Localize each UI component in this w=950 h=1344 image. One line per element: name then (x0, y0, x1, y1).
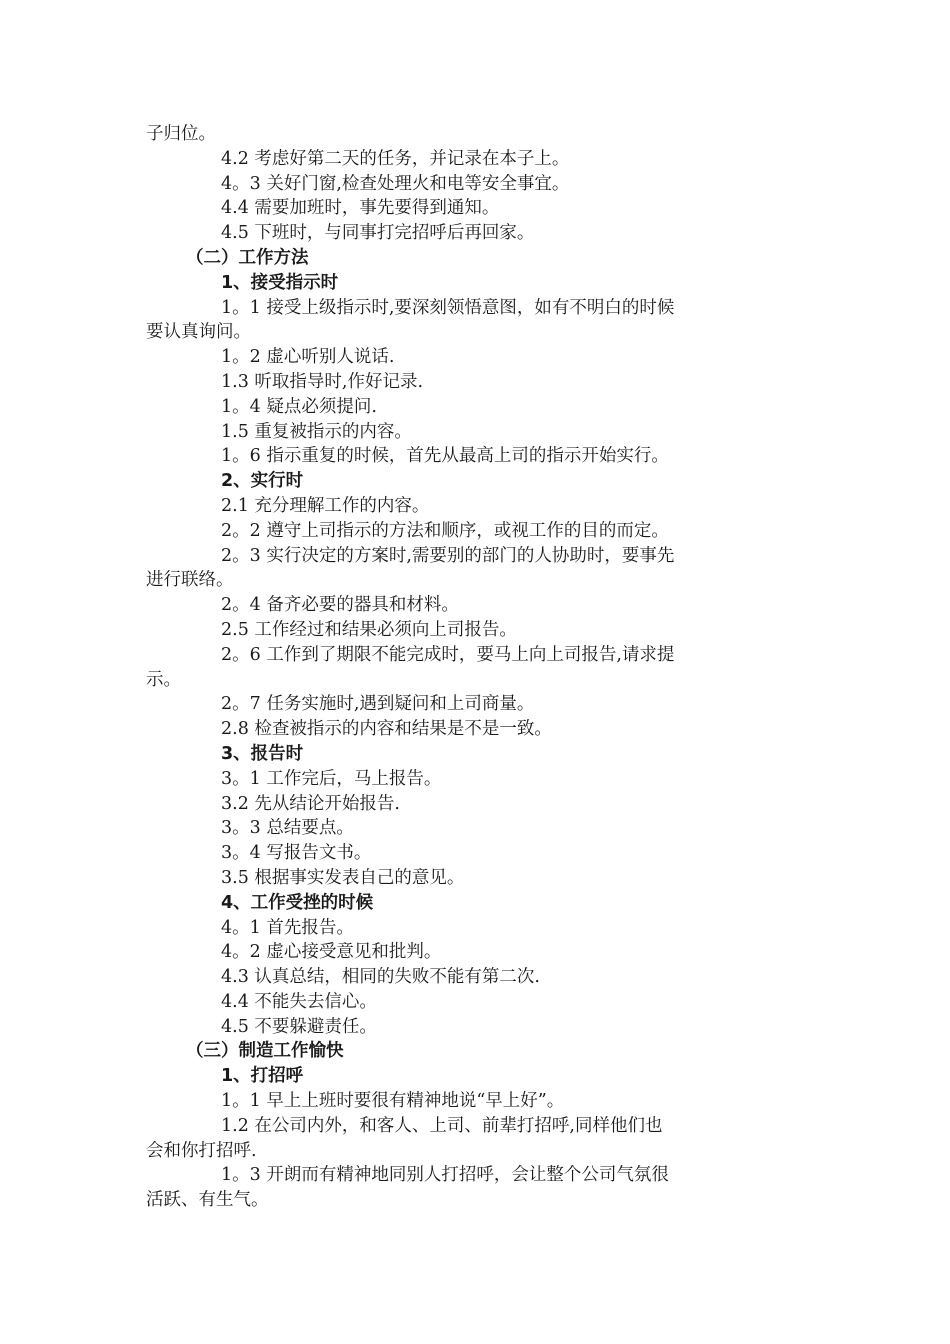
paragraph-continuation: 要认真询问。 (146, 322, 251, 343)
list-item: 1.2 在公司内外，和客人、上司、前辈打招呼,同样他们也 (221, 1115, 663, 1136)
list-item: 1.5 重复被指示的内容。 (221, 421, 412, 442)
list-item: 1。1 接受上级指示时,要深刻领悟意图，如有不明白的时候 (221, 297, 675, 318)
list-item: 2.1 充分理解工作的内容。 (221, 495, 430, 516)
list-item: 4。2 虚心接受意见和批判。 (221, 942, 442, 963)
document-body (146, 122, 810, 1213)
list-item: 1。3 开朗而有精神地同别人打招呼，会让整个公司气氛很 (221, 1165, 669, 1186)
list-item: 2。7 任务实施时,遇到疑问和上司商量。 (221, 694, 535, 715)
list-item: 4.3 认真总结，相同的失败不能有第二次. (221, 967, 540, 988)
list-item: 4.5 不要躲避责任。 (221, 1016, 377, 1037)
subsection-heading: 1、接受指示时 (221, 272, 339, 293)
paragraph-continuation: 子归位。 (146, 124, 216, 144)
paragraph-continuation: 会和你打招呼. (146, 1140, 257, 1161)
list-item: 2.5 工作经过和结果必须向上司报告。 (221, 619, 517, 640)
subsection-heading: 3、报告时 (221, 743, 304, 764)
section-heading: （二）工作方法 (186, 247, 309, 268)
list-item: 4.4 需要加班时，事先要得到通知。 (221, 198, 500, 219)
list-item: 4.2 考虑好第二天的任务，并记录在本子上。 (221, 148, 570, 169)
list-item: 4.4 不能失去信心。 (221, 991, 377, 1012)
subsection-heading: 2、实行时 (221, 471, 304, 492)
list-item: 1.3 听取指导时,作好记录. (221, 371, 424, 392)
paragraph-continuation: 示。 (146, 669, 181, 690)
list-item: 2.8 检查被指示的内容和结果是不是一致。 (221, 719, 552, 740)
list-item: 1。1 早上上班时要很有精神地说“早上好”。 (221, 1091, 565, 1112)
list-item: 3。4 写报告文书。 (221, 843, 372, 864)
list-item: 4.5 下班时，与同事打完招呼后再回家。 (221, 223, 535, 244)
list-item: 1。2 虚心听别人说话. (221, 347, 395, 368)
list-item: 2。6 工作到了期限不能完成时，要马上向上司报告,请求提 (221, 644, 675, 665)
subsection-heading: 4、工作受挫的时候 (221, 892, 374, 913)
list-item: 1。6 指示重复的时候，首先从最高上司的指示开始实行。 (221, 446, 669, 467)
paragraph-continuation: 进行联络。 (146, 570, 234, 591)
list-item: 3。3 总结要点。 (221, 818, 354, 839)
list-item: 3。1 工作完后，马上报告。 (221, 768, 442, 789)
list-item: 4。1 首先报告。 (221, 917, 354, 938)
subsection-heading: 1、打招呼 (221, 1066, 304, 1087)
list-item: 3.2 先从结论开始报告. (221, 793, 400, 814)
section-heading: （三）制造工作愉快 (186, 1041, 344, 1062)
paragraph-continuation: 活跃、有生气。 (146, 1190, 269, 1211)
list-item: 2。3 实行决定的方案时,需要别的部门的人协助时，要事先 (221, 545, 675, 566)
list-item: 2。4 备齐必要的器具和材料。 (221, 595, 459, 616)
list-item: 4。3 关好门窗,检查处理火和电等安全事宜。 (221, 173, 570, 194)
list-item: 3.5 根据事实发表自己的意见。 (221, 867, 465, 888)
list-item: 1。4 疑点必须提问. (221, 396, 377, 417)
list-item: 2。2 遵守上司指示的方法和顺序，或视工作的目的而定。 (221, 520, 669, 541)
